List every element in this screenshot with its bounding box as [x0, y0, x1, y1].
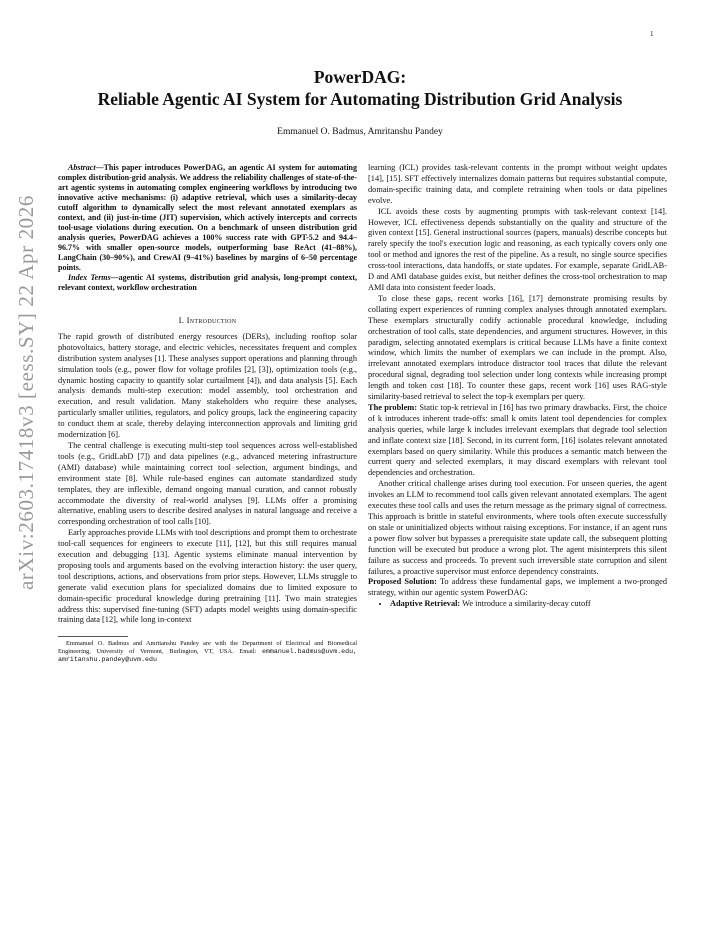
- solution-text: To address these fundamental gaps, we implement a two-pronged strategy, within our agentic system PowerDAG:: [368, 577, 667, 598]
- right-paragraph-after: Another critical challenge arises during tool execution. For unseen queries, the agent invokes an LLM to recommend tool calls given relevant annotated exemplars. The agent executes these tool calls and uses the return message as the primary signal of correctness. This approach is brittle in stateful environments, where tools often execute successfully on stale or uninitialized objects without raising exceptions. For instance, if an agent runs a power flow solver but bypasses a prerequisite state update call, the subsequent plotting function will be executed but produce a wrong plot. The agent misinterprets this silent failure as success and proceeds. To prevent such irreversible state corruption and silent failures, a proactive supervisor must enforce dependency constraints.: [368, 479, 667, 576]
- paper-title: [0, 66, 720, 110]
- bullet-text: We introduce a similarity-decay cutoff: [460, 599, 591, 609]
- list-item: [390, 599, 667, 610]
- page-number: 1: [650, 30, 654, 38]
- title-line-1: PowerDAG:: [313, 67, 407, 87]
- solution-label: Proposed Solution:: [368, 577, 437, 587]
- right-column: [368, 163, 667, 610]
- footnote-rule: [58, 636, 128, 637]
- right-paragraph-1: learning (ICL) provides task-relevant contents in the prompt without weight updates [14], [15]. SFT effectively internalizes domain patterns but requires substantial compute, domain-specific training data, and complete retraining when tools or data pipelines evolve.: [368, 163, 667, 205]
- problem-paragraph: [368, 403, 667, 479]
- problem-label: The problem:: [368, 402, 417, 412]
- left-column: [58, 163, 357, 664]
- abstract-label: Abstract: [68, 163, 96, 172]
- abstract-text: —This paper introduces PowerDAG, an agentic AI system for automating complex distribution-grid analysis. We address the reliability challenges of state-of-the-art agentic systems in automating complex engineering workflows by introducing two innovative active mechanisms: (i) adaptive retrieval, which uses a similarity-decay cutoff algorithm to dynamically select the most relevant annotated exemplars as context, and (ii) just-in-time (JIT) supervision, which actively intercepts and corrects tool-usage violations during execution. On a benchmark of unseen distribution grid analysis queries, PowerDAG achieves a 100% success rate with GPT-5.2 and 94.4–96.7% with smaller open-source models, outperforming base ReAct (41–88%), LangChain (30–90%), and CrewAI (9–41%) baselines by margins of 6–50 percentage points.: [58, 163, 357, 272]
- right-paragraph-3: To close these gaps, recent works [16], [17] demonstrate promising results by collating expert experiences of running complex analyses through annotated exemplars. These exemplars structurally codify actionable procedural knowledge, including orchestration of tool calls, state dependencies, and argument structures. However, in this paradigm, selecting annotated exemplars is critical because LLMs have a finite context window, which limits the number of exemplars we can include in the prompt. Also, irrelevant annotated exemplars introduce distractor tool traces that dilute the relevant procedural signal, degrading tool selection under long contexts while increasing prompt length and token cost [18]. To counter these gaps, recent work [16] uses RAG-style similarity-based retrieval to select the top-k exemplars per query.: [368, 293, 667, 402]
- authors: Emmanuel O. Badmus, Amritanshu Pandey: [277, 127, 443, 137]
- left-paragraph-1: The rapid growth of distributed energy resources (DERs), including rooftop solar photovoltaics, battery storage, and electric vehicles, necessitates frequent and complex distribution system analyses [1]. These analyses support operations and planning through simulation tools (e.g., power flow for voltage profiles [2], [3]), optimization tools (e.g., dynamic hosting capacity to quantify solar curtailment [4]), and data analysis [5]. Each analysis demands multi-step execution: model assembly, tool orchestration and execution, and result validation. Many stakeholders who require these analyses, particularly smaller utilities, regulators, and policy groups, lack the engineering capacity to conduct them at scale, thereby delaying interconnection approvals and limiting grid modernization [6].: [58, 331, 357, 440]
- footnote-text: Emmanuel O. Badmus and Amritanshu Pandey are with the Department of Electrical and Biomedical Engineering, University of Vermont, Burlington, VT, USA. Email:: [58, 640, 357, 656]
- left-paragraph-2: The central challenge is executing multi-step tool sequences across well-established tools (e.g., GridLabD [7]) and data pipelines (e.g., advanced metering infrastructure (AMI) database) while maintaining correct tool selection, argument bindings, and environment state [8]. While rule-based engines can automate standardized study templates, they are inflexible, demand ongoing manual curation, and cannot robustly accommodate the diversity of real-world analyses [9]. LLMs offer a promising alternative, enabling users to describe desired analyses in natural language and receive a corresponding orchestration of tool calls [10].: [58, 440, 357, 527]
- problem-text: Static top-k retrieval in [16] has two primary drawbacks. First, the choice of k introduces inherent trade-offs: small k omits latent tool dependencies for complex analysis queries, while large k includes irrelevant exemplars that degrade tool selection and inflate context size [18]. Second, in its current form, [16] isolates relevant annotated exemplars based on query similarity. While this produces a semantic match between the current query and selected exemplars, it may discard exemplars with relevant tool dependencies and orchestration.: [368, 402, 667, 478]
- left-paragraph-3: Early approaches provide LLMs with tool descriptions and prompt them to orchestrate tool-call sequences for engineers to execute [11], [12], but this still requires manual execution and debugging [13]. Agentic systems eliminate manual intervention by proposing tools and arguments based on the evolving interaction history: the user query, tool descriptions, actions, and observations from prior steps. However, LLMs struggle to generate valid execution plans for specialized domains due to limited exposure to domain-specific procedural knowledge during pretraining [11]. Two main strategies address this: supervised fine-tuning (SFT) adapts model weights using domain-specific training data [12], while long in-context: [58, 528, 357, 625]
- footnote: [58, 640, 357, 664]
- abstract: [58, 163, 357, 293]
- solution-paragraph: [368, 577, 667, 599]
- right-paragraph-2: ICL avoids these costs by augmenting prompts with task-relevant context [14]. However, ICL effectiveness depends substantially on the quality and structure of the given context [15]. General instructional sources (papers, manuals) describe concepts but rarely specify the tool's execution logic and reasoning, as each typically covers only one tool or method and ignores the rest of the pipeline. As a result, no single source specifies cross-tool interactions, data handoffs, or state updates. For example, separate GridLAB-D and AMI database guides exist, but neither defines the cross-tool orchestration to map AMI data into consistent feeder loads.: [368, 206, 667, 292]
- title-line-2: Reliable Agentic AI System for Automating Distribution Grid Analysis: [97, 89, 623, 109]
- footnote-emails: emmanuel.badmus@uvm.edu, amritanshu.pandey@uvm.edu: [58, 648, 357, 664]
- arxiv-stamp: arXiv:2603.17418v3 [eess.SY] 22 Apr 2026: [14, 195, 38, 590]
- index-terms-label: Index Terms: [68, 273, 111, 282]
- contribution-list: [368, 599, 667, 610]
- section-heading: I. Introduction: [178, 315, 237, 325]
- index-terms-text: —agentic AI systems, distribution grid analysis, long-prompt context, relevant context, workflow orchestration: [58, 273, 357, 292]
- bullet-label: Adaptive Retrieval:: [390, 599, 461, 609]
